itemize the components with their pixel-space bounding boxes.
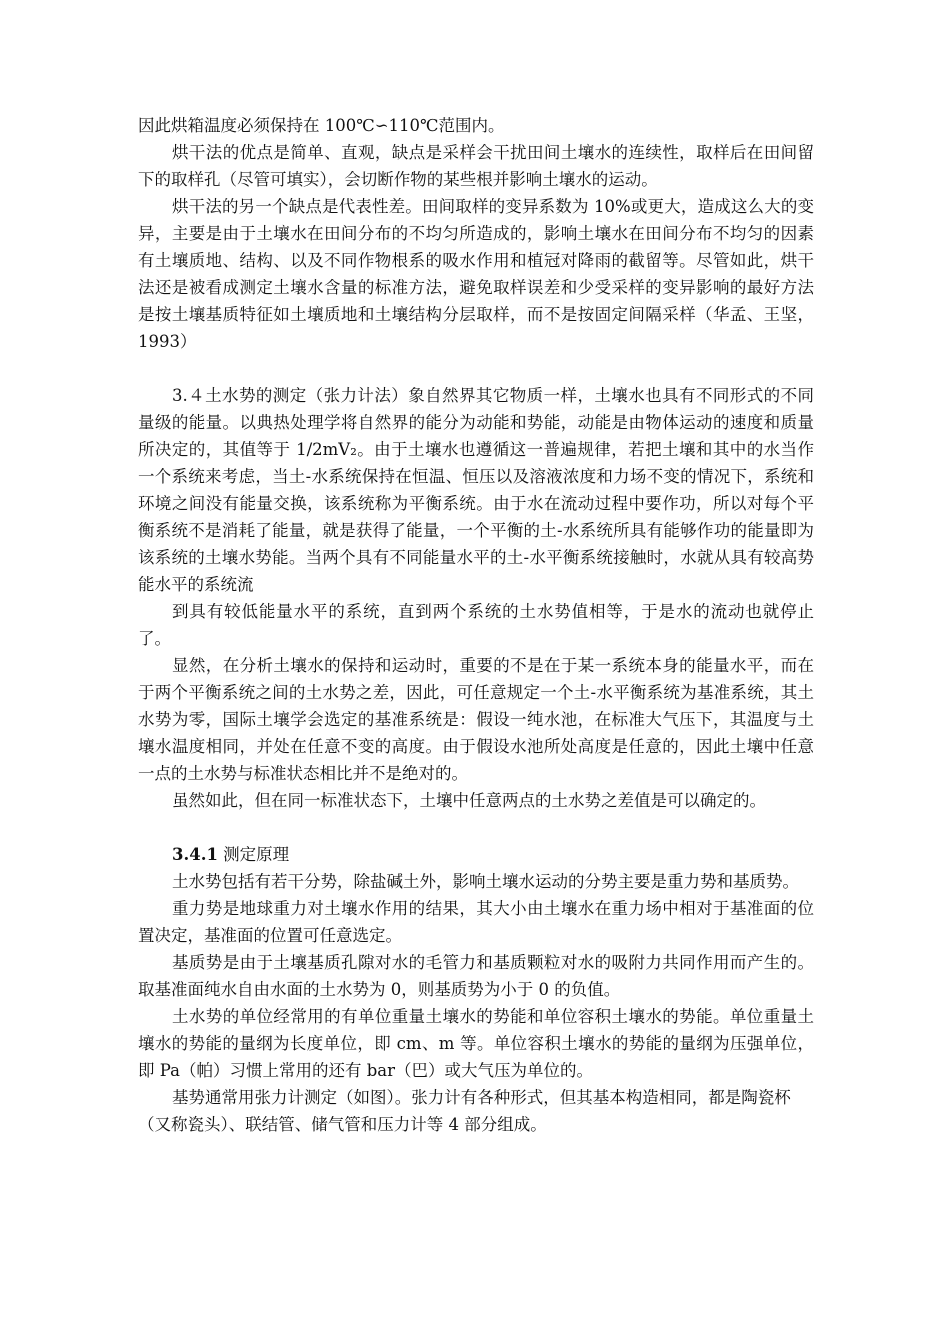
paragraph-reference-system: 显然，在分析土壤水的保持和运动时，重要的不是在于某一系统本身的能量水平，而在于两个平衡系统之间的土水势之差，因此，可任意规定一个土-水平衡系统为基准系统，其土水势为零，国际土壤学会选定的基准系统是：假设一纯水池，在标准大气压下，其温度与土壤水温度相同，并处在任意不变的高度。由于假设水池所处高度是任意的，因此土壤中任意一点的土水势与标准状态相比并不是绝对的。 — [138, 656, 814, 783]
paragraph-component-potentials: 土水势包括有若干分势，除盐碱土外，影响土壤水运动的分势主要是重力势和基质势。 — [172, 872, 799, 891]
paragraph-drying-representativeness: 烘干法的另一个缺点是代表性差。田间取样的变异系数为 10%或更大，造成这么大的变异，主要是由于土壤水在田间分布的不均匀所造成的，影响土壤水在田间分布不均匀的因素有土壤质地、结构、以及不同作物根系的吸水作用和植冠对降雨的截留等。尽管如此，烘干法还是被看成测定土壤水含量的标准方法，避免取样误差和少受采样的变异影响的最好方法是按土壤基质特征如土壤质地和土壤结构分层取样，而不是按固定间隔采样（华孟、王坚，1993） — [138, 197, 814, 351]
paragraph-oven-temperature: 因此烘箱温度必须保持在 100℃∽110℃范围内。 — [138, 116, 505, 135]
document-body — [138, 112, 814, 1138]
section-heading-principle — [138, 841, 814, 868]
paragraph-gravity-potential: 重力势是地球重力对土壤水作用的结果，其大小由土壤水在重力场中相对于基准面的位置决定，基准面的位置可任意选定。 — [138, 899, 814, 945]
paragraph-soil-water-potential: 3.４土水势的测定（张力计法）象自然界其它物质一样，土壤水也具有不同形式的不同量级的能量。以典热处理学将自然界的能分为动能和势能，动能是由物体运动的速度和质量所决定的，其值等于 1/2mV₂。由于土壤水也遵循这一普遍规律，若把土壤和其中的水当作一个系统来考虑，当土-水系统保持在恒温、恒压以及溶液浓度和力场不变的情况下，系统和环境之间没有能量交换，该系统称为平衡系统。由于水在流动过程中要作功，所以对每个平衡系统不是消耗了能量，就是获得了能量，一个平衡的土-水系统所具有能够作功的能量即为该系统的土壤水势能。当两个具有不同能量水平的土-水平衡系统接触时，水就从具有较高势能水平的系统流 — [138, 386, 814, 594]
section-heading-number: 3.4.1 — [172, 845, 218, 864]
paragraph-tensiometer: 基势通常用张力计测定（如图）。张力计有各种形式，但其基本构造相同，都是陶瓷杯（又称瓷头）、联结管、储气管和压力计等 4 部分组成。 — [138, 1088, 791, 1134]
paragraph-potential-units: 土水势的单位经常用的有单位重量土壤水的势能和单位容积土壤水的势能。单位重量土壤水的势能的量纲为长度单位，即 cm、m 等。单位容积土壤水的势能的量纲为压强单位，即 Pa（帕）习惯上常用的还有 bar（巴）或大气压为单位的。 — [138, 1007, 814, 1080]
paragraph-potential-difference: 虽然如此，但在同一标准状态下，土壤中任意两点的土水势之差值是可以确定的。 — [172, 791, 766, 810]
paragraph-water-flow: 到具有较低能量水平的系统，直到两个系统的土水势值相等，于是水的流动也就停止了。 — [138, 602, 814, 648]
paragraph-matric-potential: 基质势是由于土壤基质孔隙对水的毛管力和基质颗粒对水的吸附力共同作用而产生的。取基准面纯水自由水面的土水势为 0，则基质势为小于 0 的负值。 — [138, 953, 814, 999]
section-heading-title: 测定原理 — [217, 845, 290, 864]
paragraph-drying-advantages: 烘干法的优点是简单、直观，缺点是采样会干扰田间土壤水的连续性，取样后在田间留下的取样孔（尽管可填实），会切断作物的某些根并影响土壤水的运动。 — [138, 143, 814, 189]
